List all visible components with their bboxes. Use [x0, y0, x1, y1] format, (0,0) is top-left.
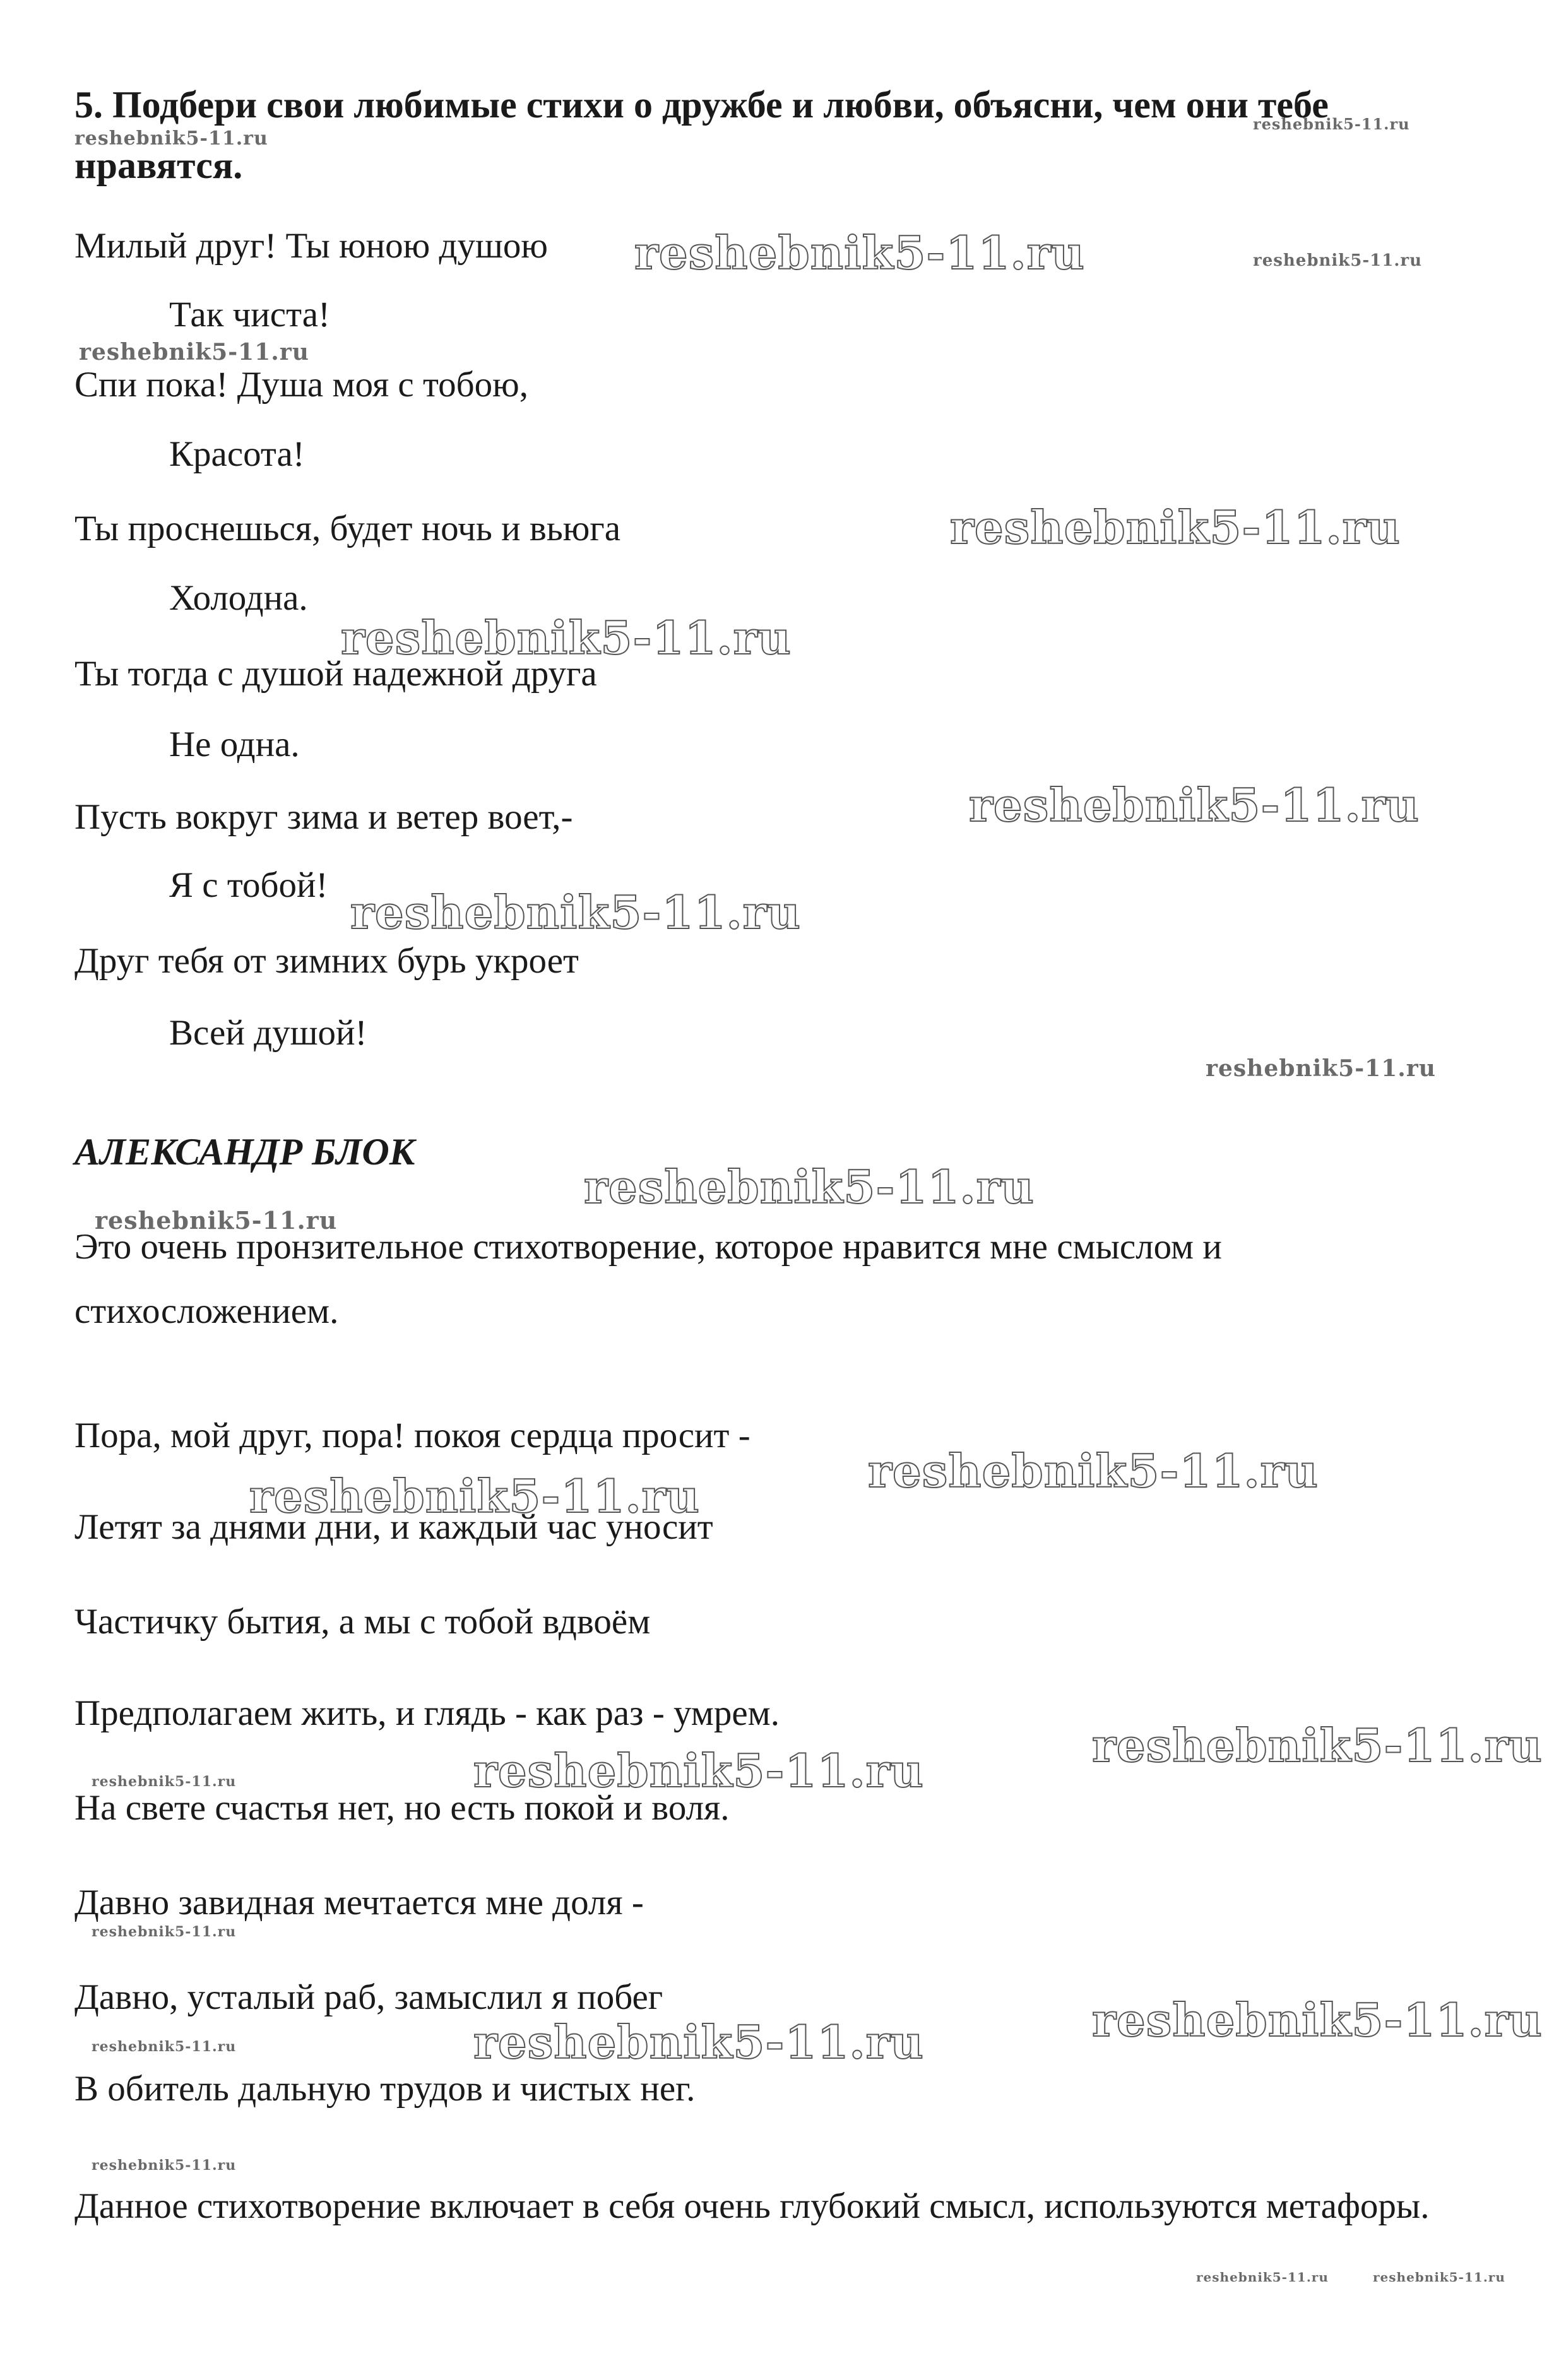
comment-paragraph-1: Это очень пронзительное стихотворение, которое нравится мне смыслом и стихосложением. — [74, 1227, 1222, 1331]
watermark-text: reshebnik5-11.ru — [1196, 2270, 1329, 2285]
watermark-text: reshebnik5-11.ru — [1373, 2270, 1505, 2285]
watermark-text: reshebnik5-11.ru — [92, 1773, 237, 1790]
watermark-text: reshebnik5-11.ru — [868, 1444, 1319, 1498]
poem1-line-6: Холодна. — [169, 578, 308, 618]
task-heading: 5. Подбери свои любимые стихи о дружбе и любви, объясни, чем они тебе нравятся. — [74, 84, 1329, 186]
poem1-line-11: Друг тебя от зимних бурь укроет — [74, 941, 579, 981]
poem1-line-2: Так чиста! — [169, 295, 330, 335]
poem1-line-10: Я с тобой! — [169, 865, 328, 905]
watermark-text: reshebnik5-11.ru — [1092, 1719, 1543, 1772]
poem1-line-9: Пусть вокруг зима и ветер воет,- — [74, 797, 573, 837]
watermark-text: reshebnik5-11.ru — [1206, 1055, 1436, 1082]
watermark-text: reshebnik5-11.ru — [92, 2039, 237, 2055]
poem1-line-5: Ты проснешься, будет ночь и вьюга — [74, 509, 621, 548]
poem1-line-12: Всей душой! — [169, 1013, 367, 1053]
watermark-text: reshebnik5-11.ru — [95, 1206, 338, 1234]
watermark-text: reshebnik5-11.ru — [249, 1469, 700, 1523]
poem2-line-3: Частичку бытия, а мы с тобой вдвоём — [74, 1602, 651, 1642]
poem2-line-2: Летят за днями дни, и каждый час уносит — [74, 1507, 713, 1547]
watermark-text: reshebnik5-11.ru — [341, 611, 792, 665]
watermark-text: reshebnik5-11.ru — [473, 1744, 924, 1797]
watermark-text: reshebnik5-11.ru — [969, 778, 1420, 832]
comment-paragraph-2: Данное стихотворение включает в себя очень глубокий смысл, используются метафоры. — [74, 2186, 1430, 2226]
poem2-line-7: Давно, усталый раб, замыслил я побег — [74, 1977, 663, 2017]
poem2-line-4: Предполагаем жить, и глядь - как раз - умрем. — [74, 1693, 780, 1733]
watermark-text: reshebnik5-11.ru — [1253, 251, 1423, 270]
poem1-line-3: Спи пока! Душа моя с тобою, — [74, 365, 528, 405]
watermark-text: reshebnik5-11.ru — [584, 1160, 1035, 1214]
poem1-line-4: Красота! — [169, 434, 305, 474]
poem2-line-5: На свете счастья нет, но есть покой и воля. — [74, 1788, 730, 1828]
watermark-text: reshebnik5-11.ru — [74, 127, 268, 150]
poem2-line-1: Пора, мой друг, пора! покоя сердца просит - — [74, 1416, 750, 1455]
watermark-text: reshebnik5-11.ru — [634, 226, 1085, 280]
watermark-text: reshebnik5-11.ru — [473, 2015, 924, 2069]
poem1-line-7: Ты тогда с душой надежной друга — [74, 654, 597, 694]
poem1-line-1: Милый друг! Ты юною душою — [74, 226, 548, 266]
poem1-line-8: Не одна. — [169, 725, 300, 764]
watermark-text: reshebnik5-11.ru — [92, 1924, 237, 1940]
watermark-text: reshebnik5-11.ru — [1092, 1993, 1543, 2047]
author-name: АЛЕКСАНДР БЛОК — [74, 1131, 415, 1173]
poem2-line-8: В обитель дальную трудов и чистых нег. — [74, 2069, 696, 2109]
watermark-text: reshebnik5-11.ru — [350, 885, 801, 939]
watermark-text: reshebnik5-11.ru — [92, 2157, 237, 2174]
watermark-text: reshebnik5-11.ru — [950, 500, 1401, 554]
poem2-line-6: Давно завидная мечтается мне доля - — [74, 1883, 644, 1922]
watermark-text: reshebnik5-11.ru — [1253, 115, 1410, 133]
watermark-text: reshebnik5-11.ru — [79, 339, 309, 365]
